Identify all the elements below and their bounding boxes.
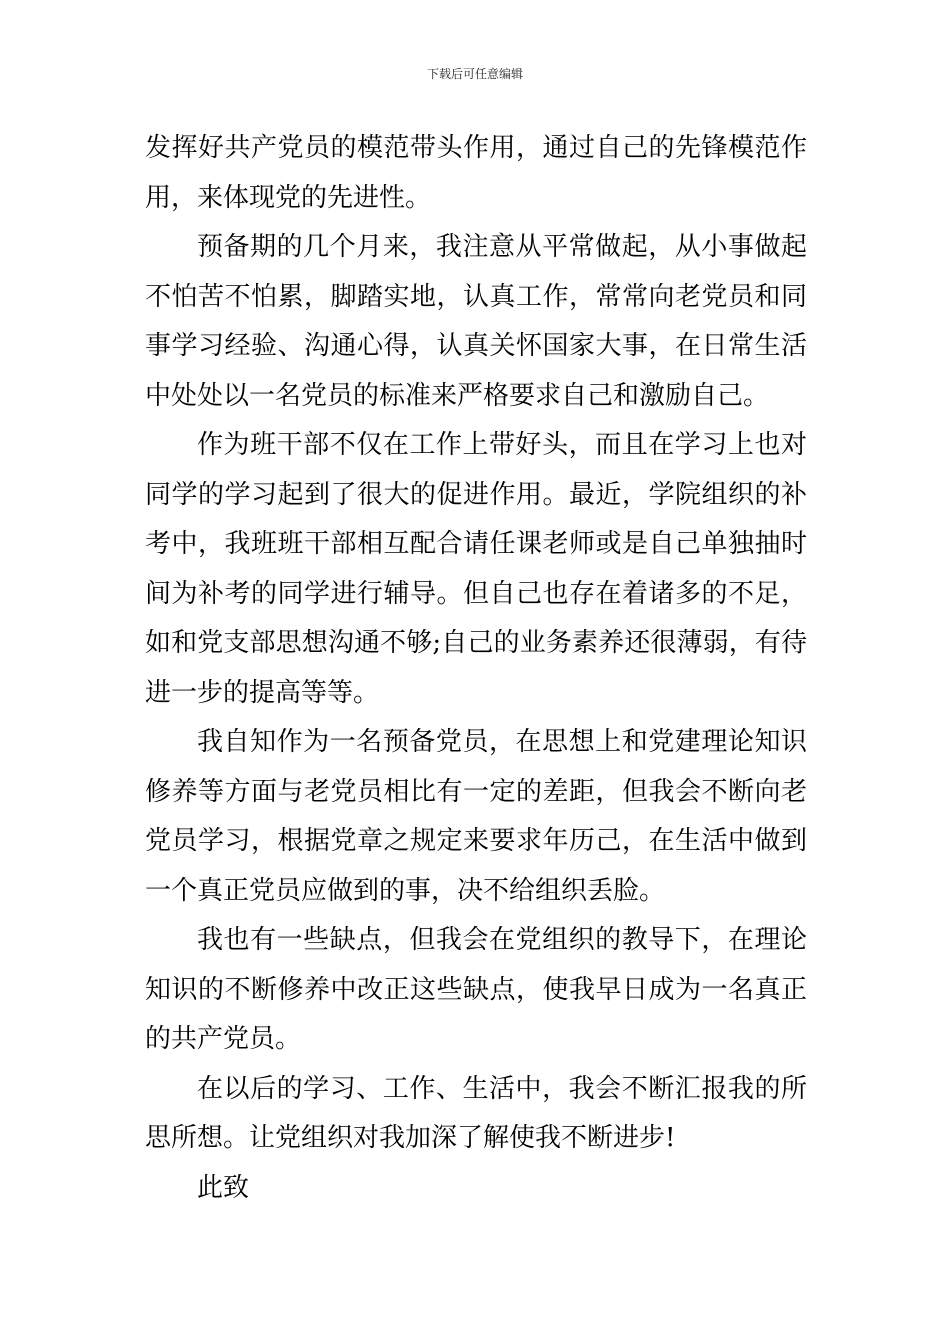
text-line: 如和党支部思想沟通不够;自己的业务素养还很薄弱，有待 <box>145 628 807 658</box>
paragraph <box>145 421 807 718</box>
text-line: 我也有一些缺点，但我会在党组织的教导下，在理论 <box>197 925 807 955</box>
text-line: 在以后的学习、工作、生活中，我会不断汇报我的所 <box>197 1073 807 1104</box>
paragraph <box>145 223 807 421</box>
text-line: 的共产党员。 <box>145 1024 302 1054</box>
text-line: 预备期的几个月来，我注意从平常做起，从小事做起 <box>197 232 807 262</box>
paragraph <box>145 124 807 223</box>
paragraph <box>145 718 807 916</box>
paragraph <box>145 916 807 1065</box>
text-line: 中处处以一名党员的标准来严格要求自己和激励自己。 <box>145 380 770 411</box>
text-line: 进一步的提高等等。 <box>145 677 380 708</box>
text-line: 不怕苦不怕累，脚踏实地，认真工作，常常向老党员和同 <box>145 281 807 312</box>
text-line: 思所想。让党组织对我加深了解使我不断进步! <box>145 1123 676 1153</box>
text-line: 此致 <box>197 1172 250 1203</box>
text-line: 修养等方面与老党员相比有一定的差距，但我会不断向老 <box>145 776 807 807</box>
document-body <box>145 124 807 1213</box>
text-line: 事学习经验、沟通心得，认真关怀国家大事，在日常生活 <box>145 331 807 361</box>
text-line: 党员学习，根据党章之规定来要求年历己，在生活中做到 <box>145 826 807 856</box>
closing-salutation <box>145 1164 807 1214</box>
text-line: 一个真正党员应做到的事，决不给组织丢脸。 <box>145 875 666 906</box>
text-line: 考中，我班班干部相互配合请任课老师或是自己单独抽时 <box>145 529 807 559</box>
text-line: 作为班干部不仅在工作上带好头，而且在学习上也对 <box>197 430 807 460</box>
text-line: 同学的学习起到了很大的促进作用。最近，学院组织的补 <box>145 479 807 510</box>
paragraph <box>145 1065 807 1164</box>
page-header: 下载后可任意编辑 <box>426 67 523 81</box>
text-line: 我自知作为一名预备党员，在思想上和党建理论知识 <box>197 727 807 757</box>
text-line: 用，来体现党的先进性。 <box>145 182 432 213</box>
text-line: 间为补考的同学进行辅导。但自己也存在着诸多的不足， <box>145 578 807 609</box>
text-line: 发挥好共产党员的模范带头作用，通过自己的先锋模范作 <box>145 133 807 163</box>
text-line: 知识的不断修养中改正这些缺点，使我早日成为一名真正 <box>145 974 807 1005</box>
